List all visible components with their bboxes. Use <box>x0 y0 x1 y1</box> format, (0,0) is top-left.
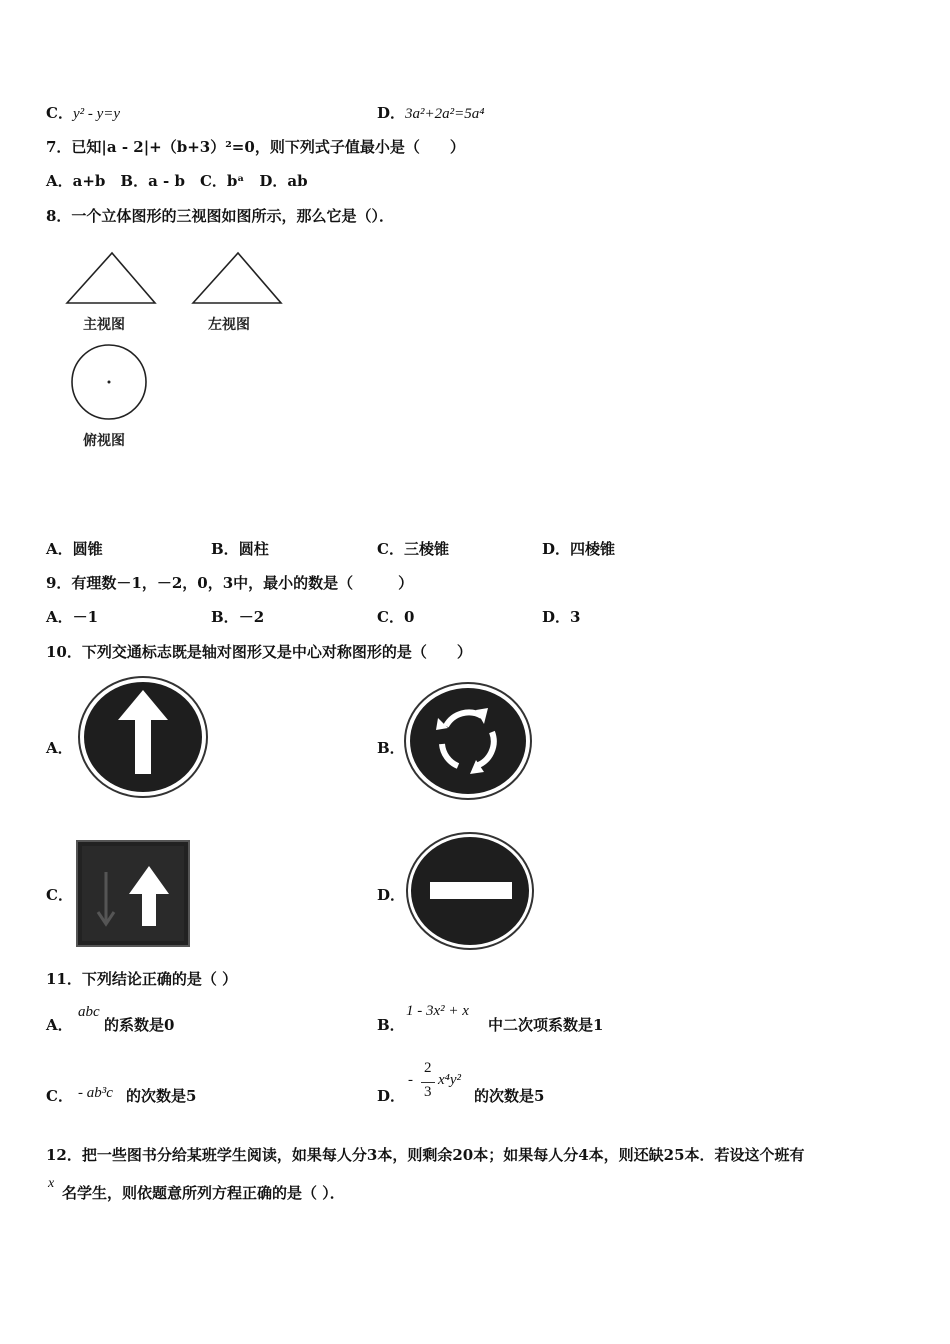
option-label: B． <box>211 540 239 558</box>
q11-b-text: 中二次项系数是1 <box>488 1016 604 1034</box>
fraction-numerator: 2 <box>424 1060 432 1076</box>
q12-line1: 12．把一些图书分给某班学生阅读，如果每人分3本，则剩余20本；如果每人分4本，则还缺25本．若设这个班有 <box>46 1146 805 1164</box>
q12-line2: 名学生，则依题意所列方程正确的是（ ）． <box>62 1184 345 1202</box>
option-text: 四棱锥 <box>570 540 616 558</box>
q6-option-d <box>377 102 484 123</box>
option-label: A． <box>46 540 73 558</box>
option-label: B． <box>211 608 239 626</box>
math-expression: 3a²+2a²=5a⁴ <box>405 106 485 122</box>
option-text: 圆锥 <box>72 540 103 558</box>
q9-stem: 9．有理数－1，－2，0，3中，最小的数是（ ） <box>46 574 414 592</box>
option-label: D． <box>542 608 571 626</box>
q10-stem: 10．下列交通标志既是轴对图形又是中心对称图形的是（ ） <box>46 643 472 661</box>
q9-option-b <box>211 606 264 627</box>
q12-variable: x <box>48 1176 55 1191</box>
q11-c-text: 的次数是5 <box>126 1087 197 1105</box>
q11-option-c-label: C． <box>46 1087 73 1105</box>
option-label: C． <box>377 540 404 558</box>
q11-a-text: 的系数是0 <box>104 1016 175 1034</box>
option-text: 圆柱 <box>238 540 269 558</box>
front-view-caption: 主视图 <box>83 317 125 333</box>
no-entry-sign-icon <box>406 832 534 952</box>
q10-label-d: D． <box>377 886 406 904</box>
math-expression: y² - y=y <box>72 106 121 122</box>
straight-ahead-sign-icon <box>78 676 210 800</box>
top-view-circle <box>70 344 150 424</box>
q11-a-expression: abc <box>78 1004 100 1020</box>
q9-option-a <box>46 606 98 627</box>
q9-option-d <box>542 606 580 627</box>
option-text: 3 <box>570 608 581 626</box>
q11-option-d-label: D． <box>377 1087 406 1105</box>
left-view-caption: 左视图 <box>208 317 250 333</box>
option-label: C． <box>377 608 404 626</box>
q11-c-expression: - ab³c <box>78 1085 113 1101</box>
lane-straight-sign-icon <box>76 840 191 948</box>
fraction-denominator: 3 <box>424 1084 432 1100</box>
q8-option-b <box>211 538 269 559</box>
option-text: －2 <box>238 608 265 626</box>
q7-options: A．a+b B．a - b C．bᵃ D．ab <box>46 172 308 190</box>
q11-option-a-label: A． <box>46 1016 73 1034</box>
q10-label-c: C． <box>46 886 73 904</box>
minus-sign: - <box>408 1072 413 1088</box>
option-text: 0 <box>403 608 415 626</box>
q10-label-a: A． <box>46 739 73 757</box>
monomial: x⁴y² <box>438 1072 462 1088</box>
front-view-triangle <box>64 250 159 308</box>
top-view-caption: 俯视图 <box>83 433 125 449</box>
option-text: 三棱锥 <box>403 540 449 558</box>
q8-stem: 8．一个立体图形的三视图如图所示，那么它是（）． <box>46 207 394 225</box>
q8-option-a <box>46 538 103 559</box>
option-label: A． <box>46 608 73 626</box>
q8-option-d <box>542 538 615 559</box>
q8-option-c <box>377 538 449 559</box>
q11-d-expression <box>406 1060 470 1108</box>
q9-option-c <box>377 606 414 627</box>
roundabout-sign-icon <box>404 682 532 802</box>
q11-option-b-label: B． <box>377 1016 405 1034</box>
option-label: D． <box>542 540 571 558</box>
q7-stem: 7．已知|a - 2|+（b+3）²=0，则下列式子值最小是（ ） <box>46 138 465 156</box>
q11-d-text: 的次数是5 <box>474 1087 545 1105</box>
option-label: C． <box>46 104 73 122</box>
q11-stem: 11．下列结论正确的是（ ） <box>46 970 238 988</box>
option-text: －1 <box>72 608 99 626</box>
q10-label-b: B． <box>377 739 405 757</box>
left-view-triangle <box>190 250 285 308</box>
q6-option-c <box>46 102 120 123</box>
fraction-bar <box>421 1082 435 1083</box>
option-label: D． <box>377 104 406 122</box>
q11-b-expression: 1 - 3x² + x <box>406 1003 469 1019</box>
